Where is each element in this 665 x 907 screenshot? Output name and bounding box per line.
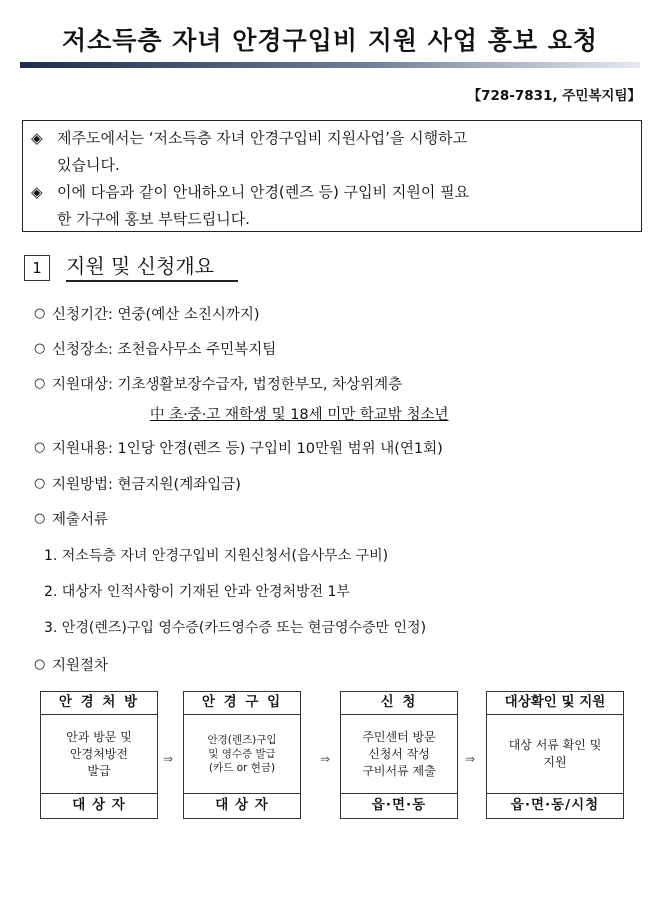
notice-box — [22, 120, 642, 232]
flow-body-line: 안경(렌즈)구입 — [207, 734, 277, 746]
item-method — [34, 473, 241, 494]
flow-step-prescription — [40, 691, 158, 819]
item-text: 지원절차 — [52, 658, 109, 674]
arrow-right-icon: ⇒ — [465, 752, 476, 766]
flow-step-apply — [340, 691, 458, 819]
circle-bullet-icon: ○ — [34, 341, 46, 356]
notice-line — [31, 179, 633, 206]
flow-body-line: 및 영수증 발급 — [208, 748, 276, 760]
item-text: 신청장소: 조천읍사무소 주민복지팀 — [52, 342, 277, 358]
title-underline — [20, 62, 640, 68]
flow-body-line: 구비서류 제출 — [362, 763, 436, 778]
item-target — [34, 373, 402, 394]
item-text: 신청기간: 연중(예산 소진시까지) — [52, 307, 260, 323]
flow-step-head: 신 청 — [341, 692, 457, 715]
circle-bullet-icon: ○ — [34, 511, 46, 526]
notice-indent — [31, 206, 57, 233]
section-title: 지원 및 신청개요 — [66, 252, 238, 282]
contact-info: 【728-7831, 주민복지팀】 — [467, 88, 641, 104]
flow-step-foot: 대 상 자 — [184, 793, 300, 818]
circle-bullet-icon: ○ — [34, 306, 46, 321]
flow-step-head: 안 경 구 입 — [184, 692, 300, 715]
flow-step-body — [41, 715, 157, 793]
notice-indent — [31, 152, 57, 179]
circle-bullet-icon: ○ — [34, 476, 46, 491]
document-item: 2. 대상자 인적사항이 기재된 안과 안경처방전 1부 — [44, 584, 350, 600]
item-docs-title — [34, 508, 108, 529]
flow-body-line: 안경처방전 — [70, 746, 128, 761]
flow-step-foot: 대 상 자 — [41, 793, 157, 818]
page-title: 저소득층 자녀 안경구입비 지원 사업 홍보 요청 — [61, 26, 599, 55]
item-period — [34, 303, 260, 324]
section-number: 1 — [24, 255, 50, 281]
arrow-right-icon: ⇒ — [163, 752, 174, 766]
diamond-bullet-icon: ◈ — [31, 129, 43, 147]
notice-line — [31, 206, 633, 233]
circle-bullet-icon: ○ — [34, 657, 46, 672]
item-target-detail: 中 초·중·고 재학생 및 18세 미만 학교밖 청소년 — [150, 407, 449, 423]
item-text: 지원내용: 1인당 안경(렌즈 등) 구입비 10만원 범위 내(연1회) — [52, 441, 443, 457]
flow-body-line: (카드 or 현금) — [208, 762, 276, 774]
notice-text: 제주도에서는 ‘저소득층 자녀 안경구입비 지원사업’을 시행하고 — [57, 129, 468, 147]
document-item: 1. 저소득층 자녀 안경구입비 지원신청서(읍사무소 구비) — [44, 548, 389, 564]
flow-body-line: 대상 서류 확인 및 — [508, 738, 602, 752]
notice-text: 한 가구에 홍보 부탁드립니다. — [57, 210, 250, 228]
flow-body-line: 지원 — [543, 755, 567, 769]
flow-step-foot: 읍·면·동/시청 — [487, 793, 623, 818]
item-text: 지원대상: 기초생활보장수급자, 법정한부모, 차상위계층 — [52, 377, 403, 393]
flow-step-confirm — [486, 691, 624, 819]
flow-step-body — [184, 715, 300, 793]
item-place — [34, 338, 276, 359]
item-text: 지원방법: 현금지원(계좌입금) — [52, 477, 241, 493]
flow-step-body — [341, 715, 457, 793]
flow-body-line: 주민센터 방문 — [362, 729, 436, 744]
flow-step-head: 안 경 처 방 — [41, 692, 157, 715]
flow-step-body — [487, 715, 623, 793]
notice-text: 있습니다. — [57, 156, 120, 174]
flow-body-line: 안과 방문 및 — [66, 729, 132, 744]
notice-line — [31, 125, 633, 152]
item-text: 제출서류 — [52, 512, 109, 528]
diamond-bullet-icon: ◈ — [31, 183, 43, 201]
arrow-right-icon: ⇒ — [320, 752, 331, 766]
item-procedure — [34, 654, 108, 675]
document-item: 3. 안경(렌즈)구입 영수증(카드영수증 또는 현금영수증만 인정) — [44, 620, 427, 636]
flow-step-purchase — [183, 691, 301, 819]
notice-text: 이에 다음과 같이 안내하오니 안경(렌즈 등) 구입비 지원이 필요 — [57, 183, 470, 201]
item-content — [34, 437, 443, 458]
flow-step-head: 대상확인 및 지원 — [487, 692, 623, 715]
flow-body-line: 발급 — [87, 763, 111, 778]
circle-bullet-icon: ○ — [34, 376, 46, 391]
circle-bullet-icon: ○ — [34, 440, 46, 455]
flow-step-foot: 읍·면·동 — [341, 793, 457, 818]
flow-body-line: 신청서 작성 — [368, 746, 430, 761]
notice-line — [31, 152, 633, 179]
